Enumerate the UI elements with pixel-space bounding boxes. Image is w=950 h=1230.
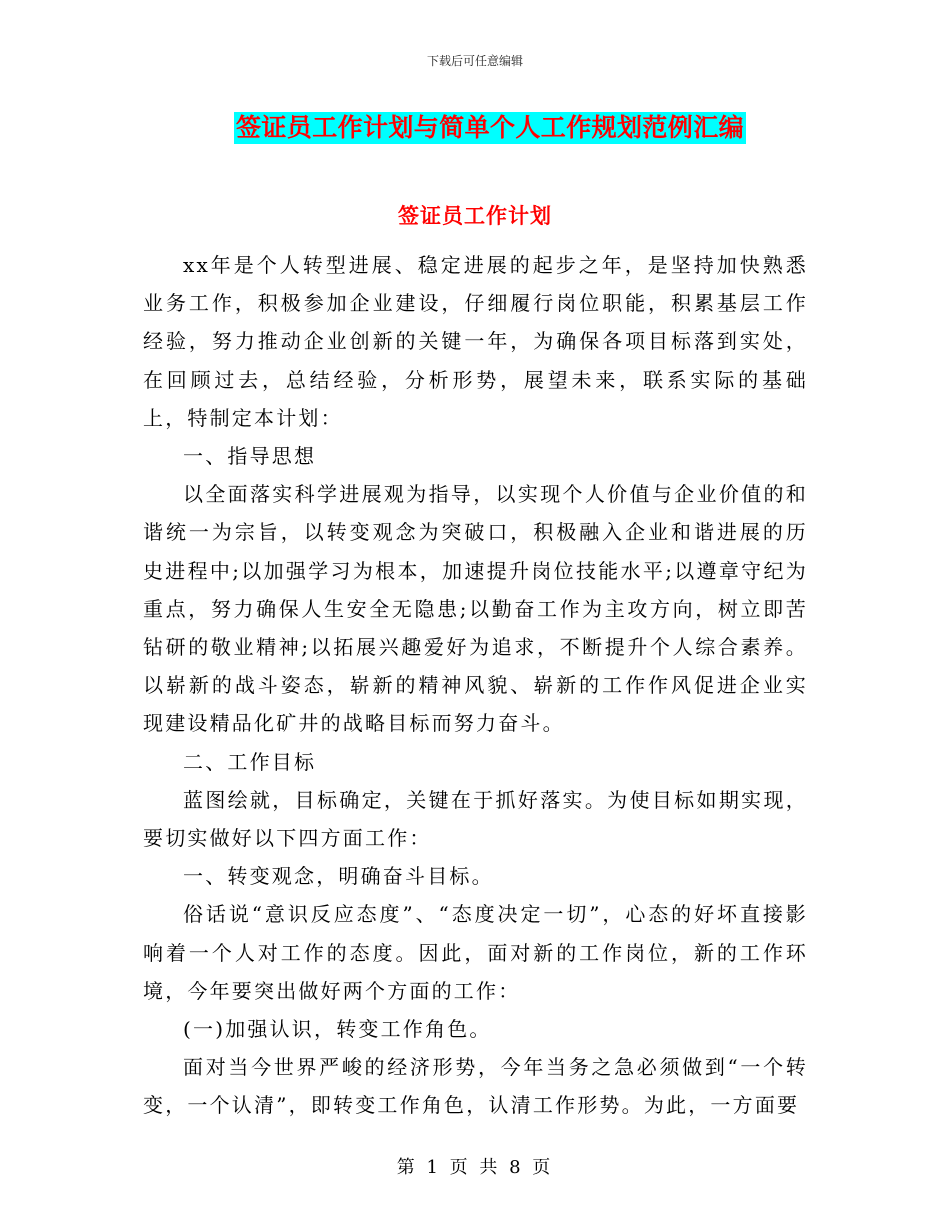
paragraph-guiding-ideology: 以全面落实科学进展观为指导，以实现个人价值与企业价值的和谐统一为宗旨，以转变观念为突破口，积极融入企业和谐进展的历史进程中;以加强学习为根本，加速提升岗位技能水平;以遵章守纪为重点，努力确保人生安全无隐患;以勤奋工作为主攻方向，树立即苦钻研的敬业精神;以拓展兴趣爱好为追求，不断提升个人综合素养。以崭新的战斗姿态，崭新的精神风貌、崭新的工作作风促进企业实现建设精品化矿井的战略目标而努力奋斗。	[143, 482, 808, 736]
heading-guiding-ideology: 一、指导思想	[183, 444, 317, 469]
paragraph-work-goals: 蓝图绘就，目标确定，关键在于抓好落实。为使目标如期实现，要切实做好以下四方面工作：	[143, 787, 808, 851]
header-note: 下载后可任意编辑	[426, 54, 523, 68]
paragraph-strengthen-awareness: 面对当今世界严峻的经济形势，今年当务之急必须做到“一个转变，一个认清”，即转变工作角色，认清工作形势。为此，一方面要	[143, 1055, 808, 1118]
heading-work-goals: 二、工作目标	[183, 749, 317, 774]
subheading-strengthen-awareness: (一)加强认识，转变工作角色。	[183, 1017, 492, 1042]
section-title: 签证员工作计划	[398, 204, 552, 228]
page-number: 第 1 页 共 8 页	[396, 1157, 554, 1178]
document-title: 签证员工作计划与简单个人工作规划范例汇编	[236, 113, 745, 142]
paragraph-intro: xx年是个人转型进展、稳定进展的起步之年，是坚持加快熟悉业务工作，积极参加企业建设，仔细履行岗位职能，积累基层工作经验，努力推动企业创新的关键一年，为确保各项目标落到实处，在回顾过去，总结经验，分析形势，展望未来，联系实际的基础上，特制定本计划：	[143, 253, 808, 430]
document-body	[143, 246, 808, 1125]
paragraph-change-mindset: 俗话说“意识反应态度”、“态度决定一切”，心态的好坏直接影响着一个人对工作的态度。因此，面对新的工作岗位，新的工作环境，今年要突出做好两个方面的工作：	[143, 902, 808, 1003]
heading-change-mindset: 一、转变观念，明确奋斗目标。	[183, 864, 494, 889]
